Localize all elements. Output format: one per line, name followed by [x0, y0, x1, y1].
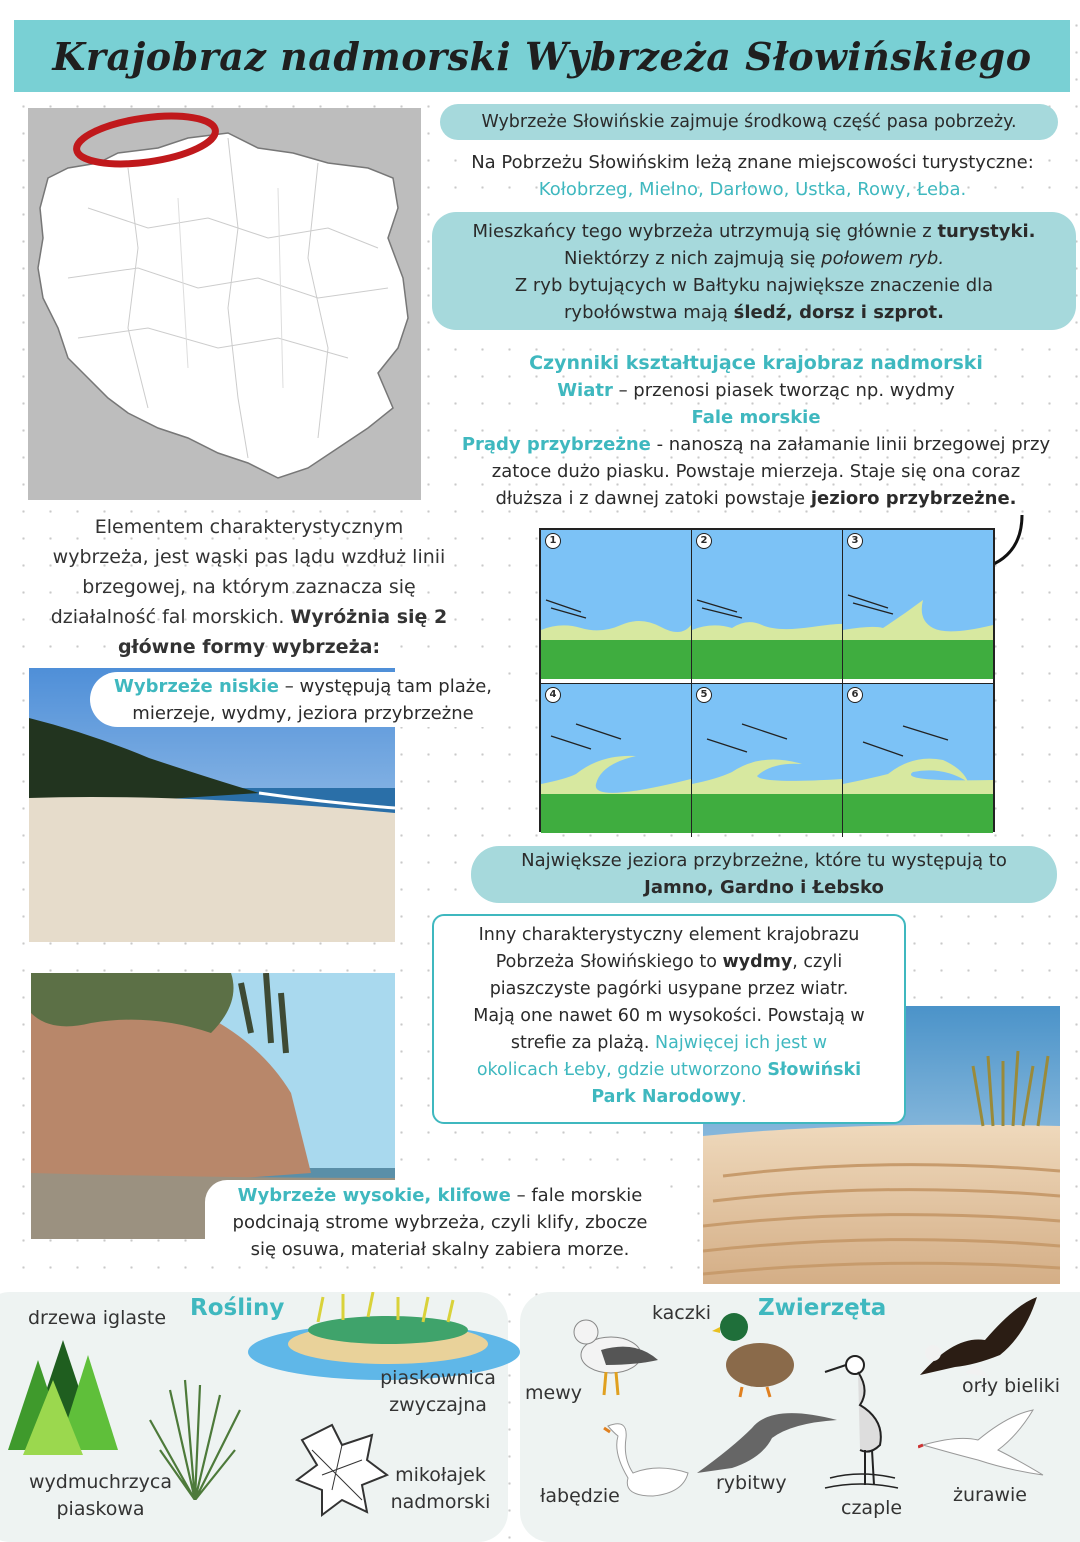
conifer-trees-icon	[8, 1335, 118, 1455]
diagram-number-1: 1	[545, 533, 561, 549]
diagram-cell-5	[692, 684, 843, 837]
poland-outline-map	[28, 108, 421, 500]
factors-heading: Czynniki kształtujące krajobraz nadmorski	[529, 352, 983, 374]
lakes-pill	[471, 846, 1057, 903]
diagram-number-6: 6	[847, 687, 863, 703]
lakes-names: Jamno, Gardno i Łebsko	[644, 877, 884, 898]
dunes-line7: Park Narodowy.	[591, 1087, 747, 1107]
intro-line2: Na Pobrzeżu Słowińskim leżą znane miejscowości turystyczne:	[471, 152, 1034, 173]
dunes-line6: okolicach Łeby, gdzie utworzono Słowiński	[476, 1060, 862, 1080]
label-eagles: orły bieliki	[962, 1375, 1060, 1397]
dunes-line2: Pobrzeża Słowińskiego to wydmy, czyli	[495, 952, 843, 972]
label-ducks: kaczki	[652, 1302, 712, 1324]
diagram-number-3: 3	[847, 533, 863, 549]
label-sandwort	[373, 1365, 503, 1419]
high-coast-line1: Wybrzeże wysokie, klifowe – fale morskie	[237, 1185, 643, 1206]
element-line1: Elementem charakterystycznym	[94, 516, 404, 538]
factor-waves: Fale morskie	[691, 407, 821, 428]
intro-pill	[440, 104, 1058, 140]
dunes-line3: piaszczyste pagórki usypane przez wiatr.	[489, 979, 849, 999]
intro-line1: Wybrzeże Słowińskie zajmuje środkową część pasa pobrzeży.	[481, 112, 1017, 132]
plants-heading: Rośliny	[190, 1295, 285, 1321]
label-lyme-grass-1: wydmuchrzyca	[28, 1471, 172, 1493]
sea-holly-leaf-icon	[292, 1420, 392, 1520]
label-lyme-grass	[28, 1469, 173, 1523]
title-banner	[14, 20, 1070, 92]
diagram-number-2: 2	[696, 533, 712, 549]
eagle-icon	[915, 1295, 1040, 1380]
element-line4: działalność fal morskich. Wyróżnia się 2	[50, 606, 448, 628]
label-conifers: drzewa iglaste	[28, 1307, 167, 1329]
high-coast-line3: się osuwa, materiał skalny zabiera morze.	[250, 1239, 630, 1260]
dunes-line4: Mają one nawet 60 m wysokości. Powstają w	[473, 1006, 865, 1026]
dunes-line5: strefie za plażą. Najwięcej ich jest w	[510, 1033, 828, 1053]
label-gulls: mewy	[525, 1382, 582, 1404]
label-swans: łabędzie	[540, 1485, 620, 1507]
diagram-cell-2	[692, 530, 843, 684]
lakes-line1: Największe jeziora przybrzeżne, które tu występują to	[521, 850, 1007, 871]
diagram-number-4: 4	[545, 687, 561, 703]
dunes-box	[432, 914, 906, 1124]
diagram-cell-3	[843, 530, 993, 684]
economy-line1: Mieszkańcy tego wybrzeża utrzymują się głównie z turystyki.	[472, 221, 1036, 242]
low-coast-line1: Wybrzeże niskie – występują tam plaże,	[113, 676, 492, 697]
factors-block	[436, 350, 1076, 512]
diagram-cell-6	[843, 684, 993, 837]
duck-icon	[712, 1305, 802, 1400]
diagram-cell-1	[541, 530, 692, 684]
label-terns: rybitwy	[716, 1472, 787, 1494]
label-lyme-grass-2: piaskowa	[56, 1498, 145, 1520]
swan-icon	[598, 1418, 698, 1498]
economy-line3: Z ryb bytujących w Bałtyku największe znaczenie dla	[514, 275, 994, 296]
factor-currents: Prądy przybrzeżne - nanoszą na załamanie linii brzegowej przy	[461, 434, 1051, 455]
page-title: Krajobraz nadmorski Wybrzeża Słowińskiego	[52, 33, 1032, 79]
label-sea-holly-2: nadmorski	[390, 1491, 491, 1513]
label-sandwort-2: zwyczajna	[389, 1394, 487, 1416]
towns-list: Kołobrzeg, Mielno, Darłowo, Ustka, Rowy, Łeba.	[538, 179, 967, 200]
economy-pill	[432, 212, 1076, 330]
economy-line2: Niektórzy z nich zajmują się połowem ryb.	[563, 248, 945, 269]
element-line2: wybrzeża, jest wąski pas lądu wzdłuż linii	[52, 546, 446, 568]
label-sandwort-1: piaskownica	[380, 1367, 496, 1389]
crane-icon	[918, 1405, 1048, 1485]
factor-currents-3: dłuższa i z dawnej zatoki powstaje jezioro przybrzeżne.	[495, 488, 1017, 509]
element-line5: główne formy wybrzeża:	[117, 636, 381, 658]
low-coast-pill	[90, 672, 516, 727]
economy-line4: rybołówstwa mają śledź, dorsz i szprot.	[564, 302, 944, 323]
high-coast-line2: podcinają strome wybrzeża, czyli klify, zbocze	[232, 1212, 648, 1233]
diagram-cell-4	[541, 684, 692, 837]
factor-wind: Wiatr – przenosi piasek tworząc np. wydmy	[557, 380, 955, 401]
label-sea-holly	[383, 1462, 498, 1516]
coast-element-text	[14, 512, 484, 662]
spit-formation-diagram	[539, 528, 995, 832]
poland-map	[28, 108, 421, 500]
element-line3: brzegowej, na którym zaznacza się	[82, 576, 416, 598]
intro-text	[440, 149, 1065, 203]
heron-icon	[820, 1350, 900, 1495]
factor-currents-2: zatoce dużo piasku. Powstaje mierzeja. Staje się ona coraz	[491, 461, 1021, 482]
diagram-number-5: 5	[696, 687, 712, 703]
low-coast-line2: mierzeje, wydmy, jeziora przybrzeżne	[132, 703, 474, 724]
label-herons: czaple	[841, 1497, 903, 1519]
label-cranes: żurawie	[953, 1484, 1027, 1506]
label-sea-holly-1: mikołajek	[395, 1464, 486, 1486]
gull-icon	[566, 1310, 661, 1400]
animals-heading: Zwierzęta	[758, 1295, 887, 1321]
dunes-line1: Inny charakterystyczny element krajobrazu	[478, 925, 860, 945]
high-coast-pill	[205, 1180, 675, 1266]
